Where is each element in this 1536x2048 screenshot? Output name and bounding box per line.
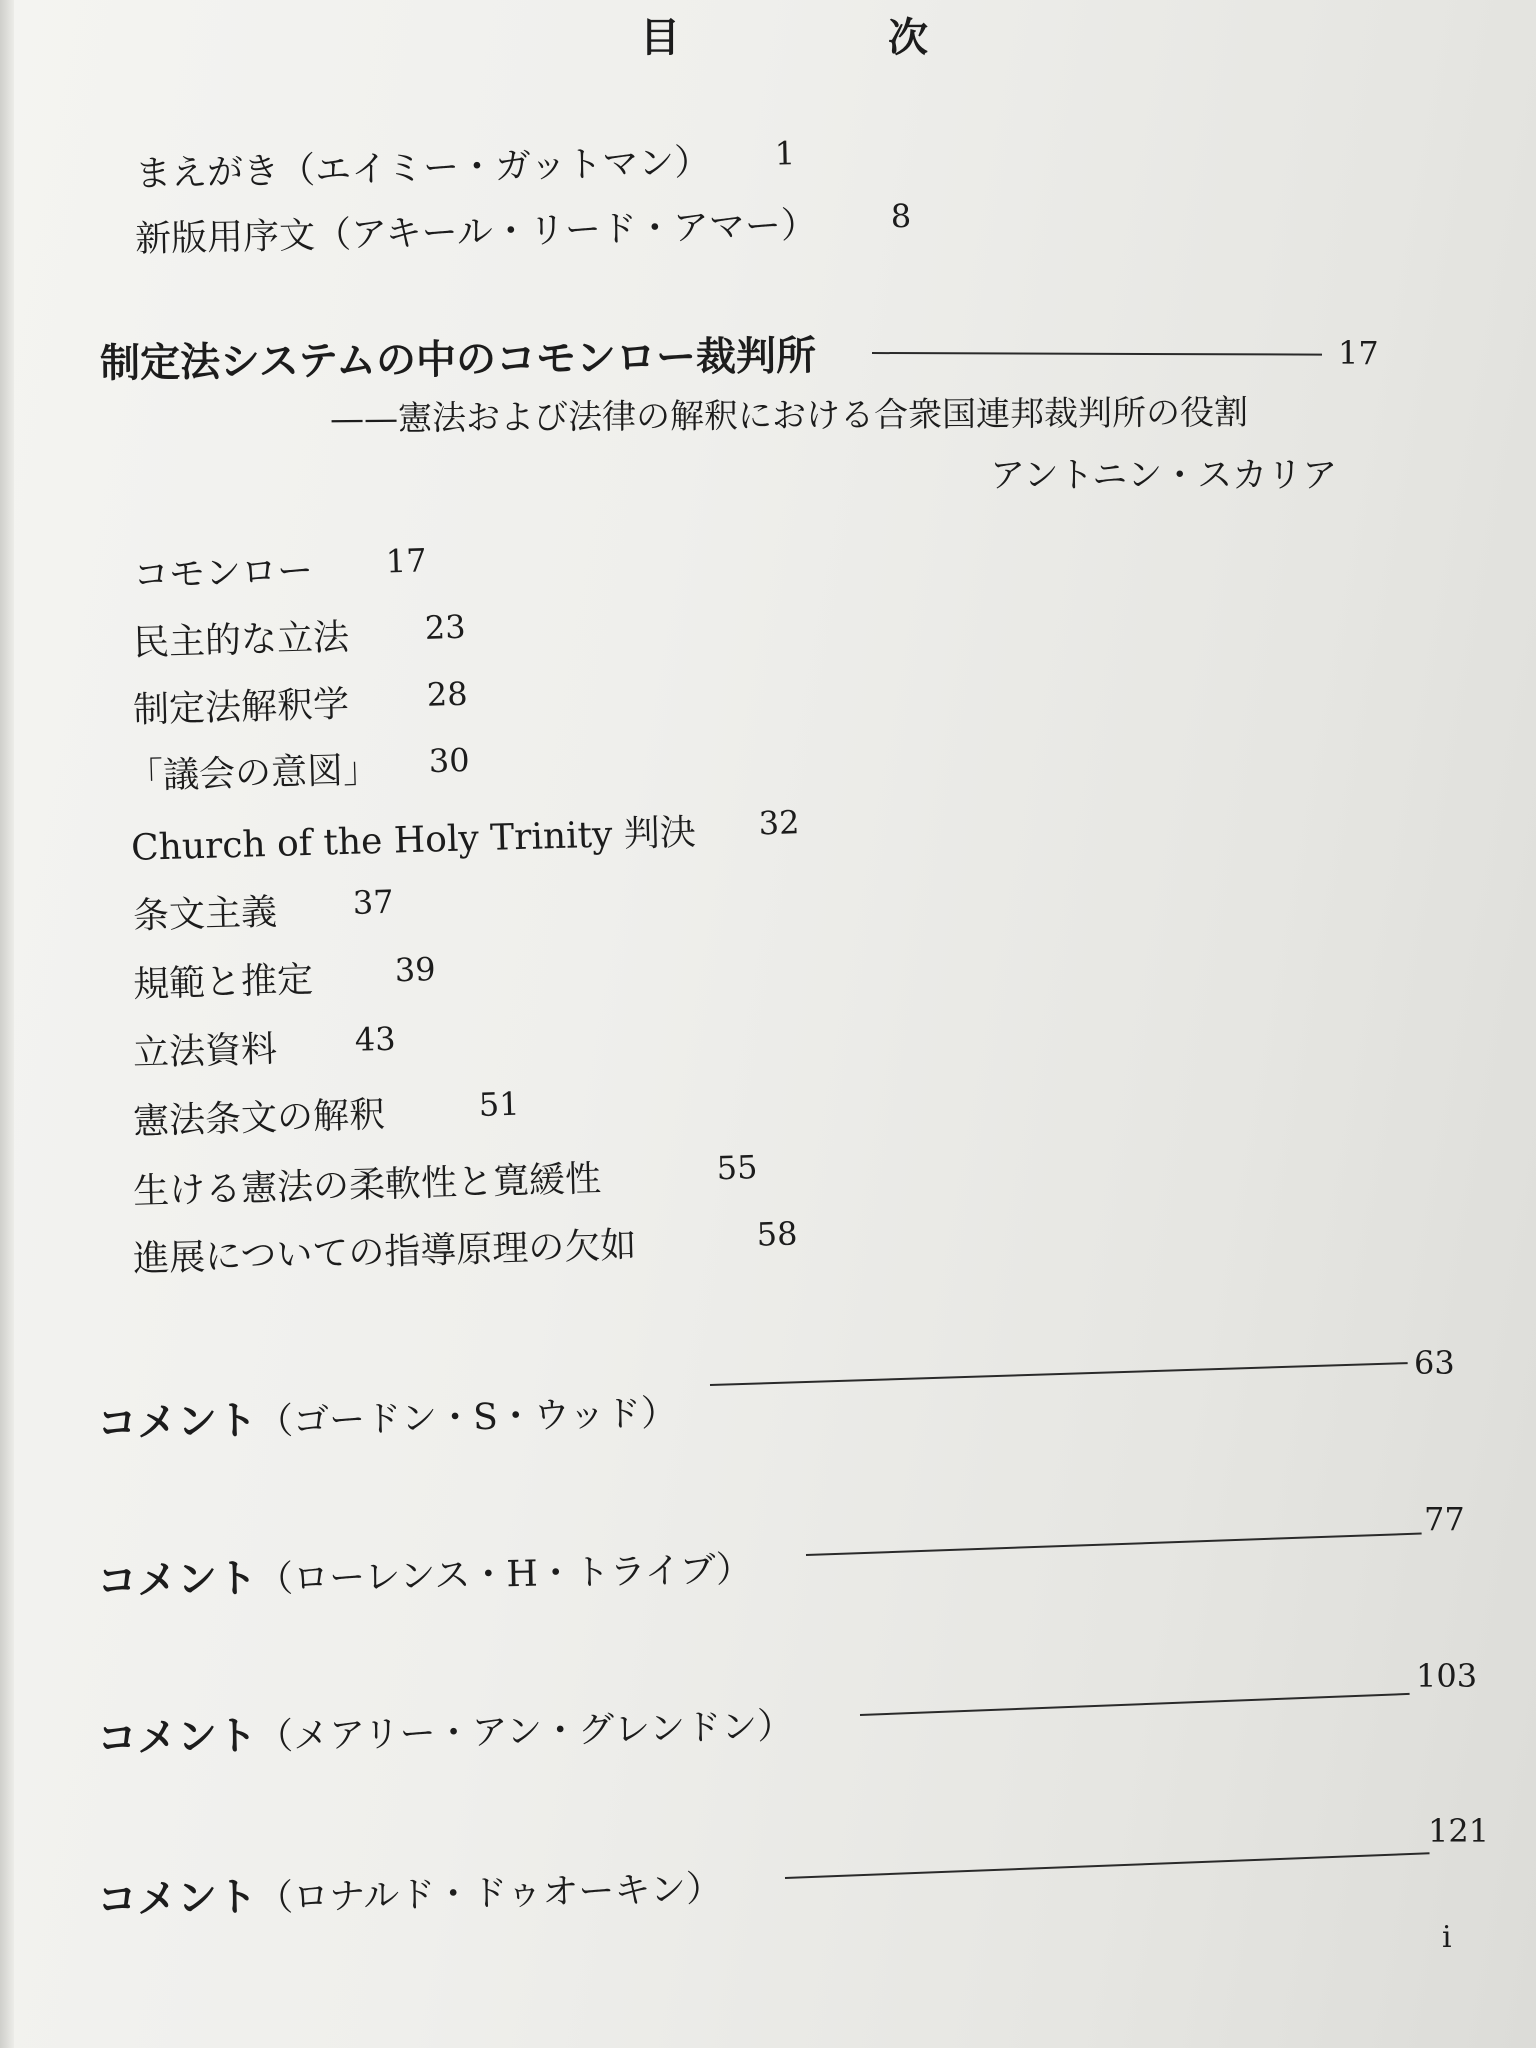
comment-label: コメント xyxy=(96,1554,258,1605)
section-page-number: 32 xyxy=(758,803,800,843)
section-entry xyxy=(132,541,428,598)
comment-label: コメント xyxy=(96,1873,258,1924)
section-label: コモンロー xyxy=(132,550,314,597)
leader-line xyxy=(710,1362,1408,1386)
section-page-number: 23 xyxy=(424,607,467,647)
section-label: 「議会の意図」 xyxy=(126,749,380,798)
leader-line xyxy=(860,1693,1410,1716)
section-entry xyxy=(130,803,800,871)
section-entry xyxy=(132,607,467,666)
comment-author: （ゴードン・S・ウッド） xyxy=(256,1392,678,1443)
leader-line xyxy=(806,1533,1422,1556)
comment-author: （ローレンス・H・トライブ） xyxy=(256,1549,753,1601)
section-entry xyxy=(132,1148,758,1214)
section-entry xyxy=(132,1019,397,1076)
entry-page-number: 8 xyxy=(890,196,912,236)
section-page-number: 51 xyxy=(478,1084,521,1124)
section-page-number: 58 xyxy=(756,1214,798,1254)
section-label: 制定法解釈学 xyxy=(132,683,350,732)
section-page-number: 55 xyxy=(716,1148,758,1188)
comment-page-number: 121 xyxy=(1428,1812,1490,1850)
front-entry-preface xyxy=(134,134,796,197)
section-entry xyxy=(132,950,437,1007)
essay-title: 制定法システムの中のコモンロー裁判所 xyxy=(99,332,817,387)
comment-entry xyxy=(96,1855,722,1925)
leader-line xyxy=(785,1852,1430,1879)
section-page-number: 39 xyxy=(394,950,437,990)
comment-author: （メアリー・アン・グレンドン） xyxy=(256,1705,794,1758)
section-page-number: 28 xyxy=(426,674,469,714)
comment-entry xyxy=(96,1380,677,1449)
comment-page-number: 77 xyxy=(1424,1500,1465,1538)
page-gutter-shadow xyxy=(0,0,14,2048)
section-page-number: 17 xyxy=(385,541,428,581)
comment-entry xyxy=(96,1536,752,1607)
section-entry xyxy=(132,1084,521,1144)
section-label: 生ける憲法の柔軟性と寛緩性 xyxy=(132,1158,602,1213)
comment-author: （ロナルド・ドゥオーキン） xyxy=(256,1868,723,1920)
section-label: 進展についての指導原理の欠如 xyxy=(132,1224,637,1281)
leader-line xyxy=(872,352,1322,356)
section-page-number: 30 xyxy=(428,740,471,781)
entry-label: 新版用序文（アキール・リード・アマー） xyxy=(134,204,818,261)
section-entry xyxy=(126,740,471,799)
section-entry xyxy=(132,882,395,939)
entry-label: まえがき（エイミー・ガットマン） xyxy=(134,141,711,196)
essay-entry xyxy=(100,324,817,388)
essay-subtitle: ——憲法および法律の解釈における合衆国連邦裁判所の役割 xyxy=(329,392,1249,440)
front-entry-new-edition-foreword xyxy=(134,196,912,262)
entry-page-number: 1 xyxy=(774,134,796,173)
essay-author: アントニン・スカリア xyxy=(990,456,1338,496)
section-label: 条文主義 xyxy=(132,891,278,938)
comment-page-number: 63 xyxy=(1414,1344,1455,1382)
section-label: 民主的な立法 xyxy=(132,616,350,665)
page-title: 目 次 xyxy=(640,14,1012,61)
comment-label: コメント xyxy=(96,1396,258,1448)
section-label: 立法資料 xyxy=(132,1028,278,1075)
comment-entry xyxy=(96,1693,793,1765)
section-label: 憲法条文の解釈 xyxy=(132,1094,386,1143)
section-page-number: 43 xyxy=(354,1019,397,1059)
section-entry xyxy=(132,1214,798,1282)
comment-label: コメント xyxy=(96,1711,258,1763)
comment-page-number: 103 xyxy=(1416,1657,1478,1695)
folio-page-number: i xyxy=(1442,1920,1452,1955)
section-label: Church of the Holy Trinity 判決 xyxy=(130,812,697,869)
section-page-number: 37 xyxy=(352,882,395,922)
section-label: 規範と推定 xyxy=(132,959,314,1006)
section-entry xyxy=(132,674,469,733)
essay-page-number: 17 xyxy=(1338,334,1379,372)
